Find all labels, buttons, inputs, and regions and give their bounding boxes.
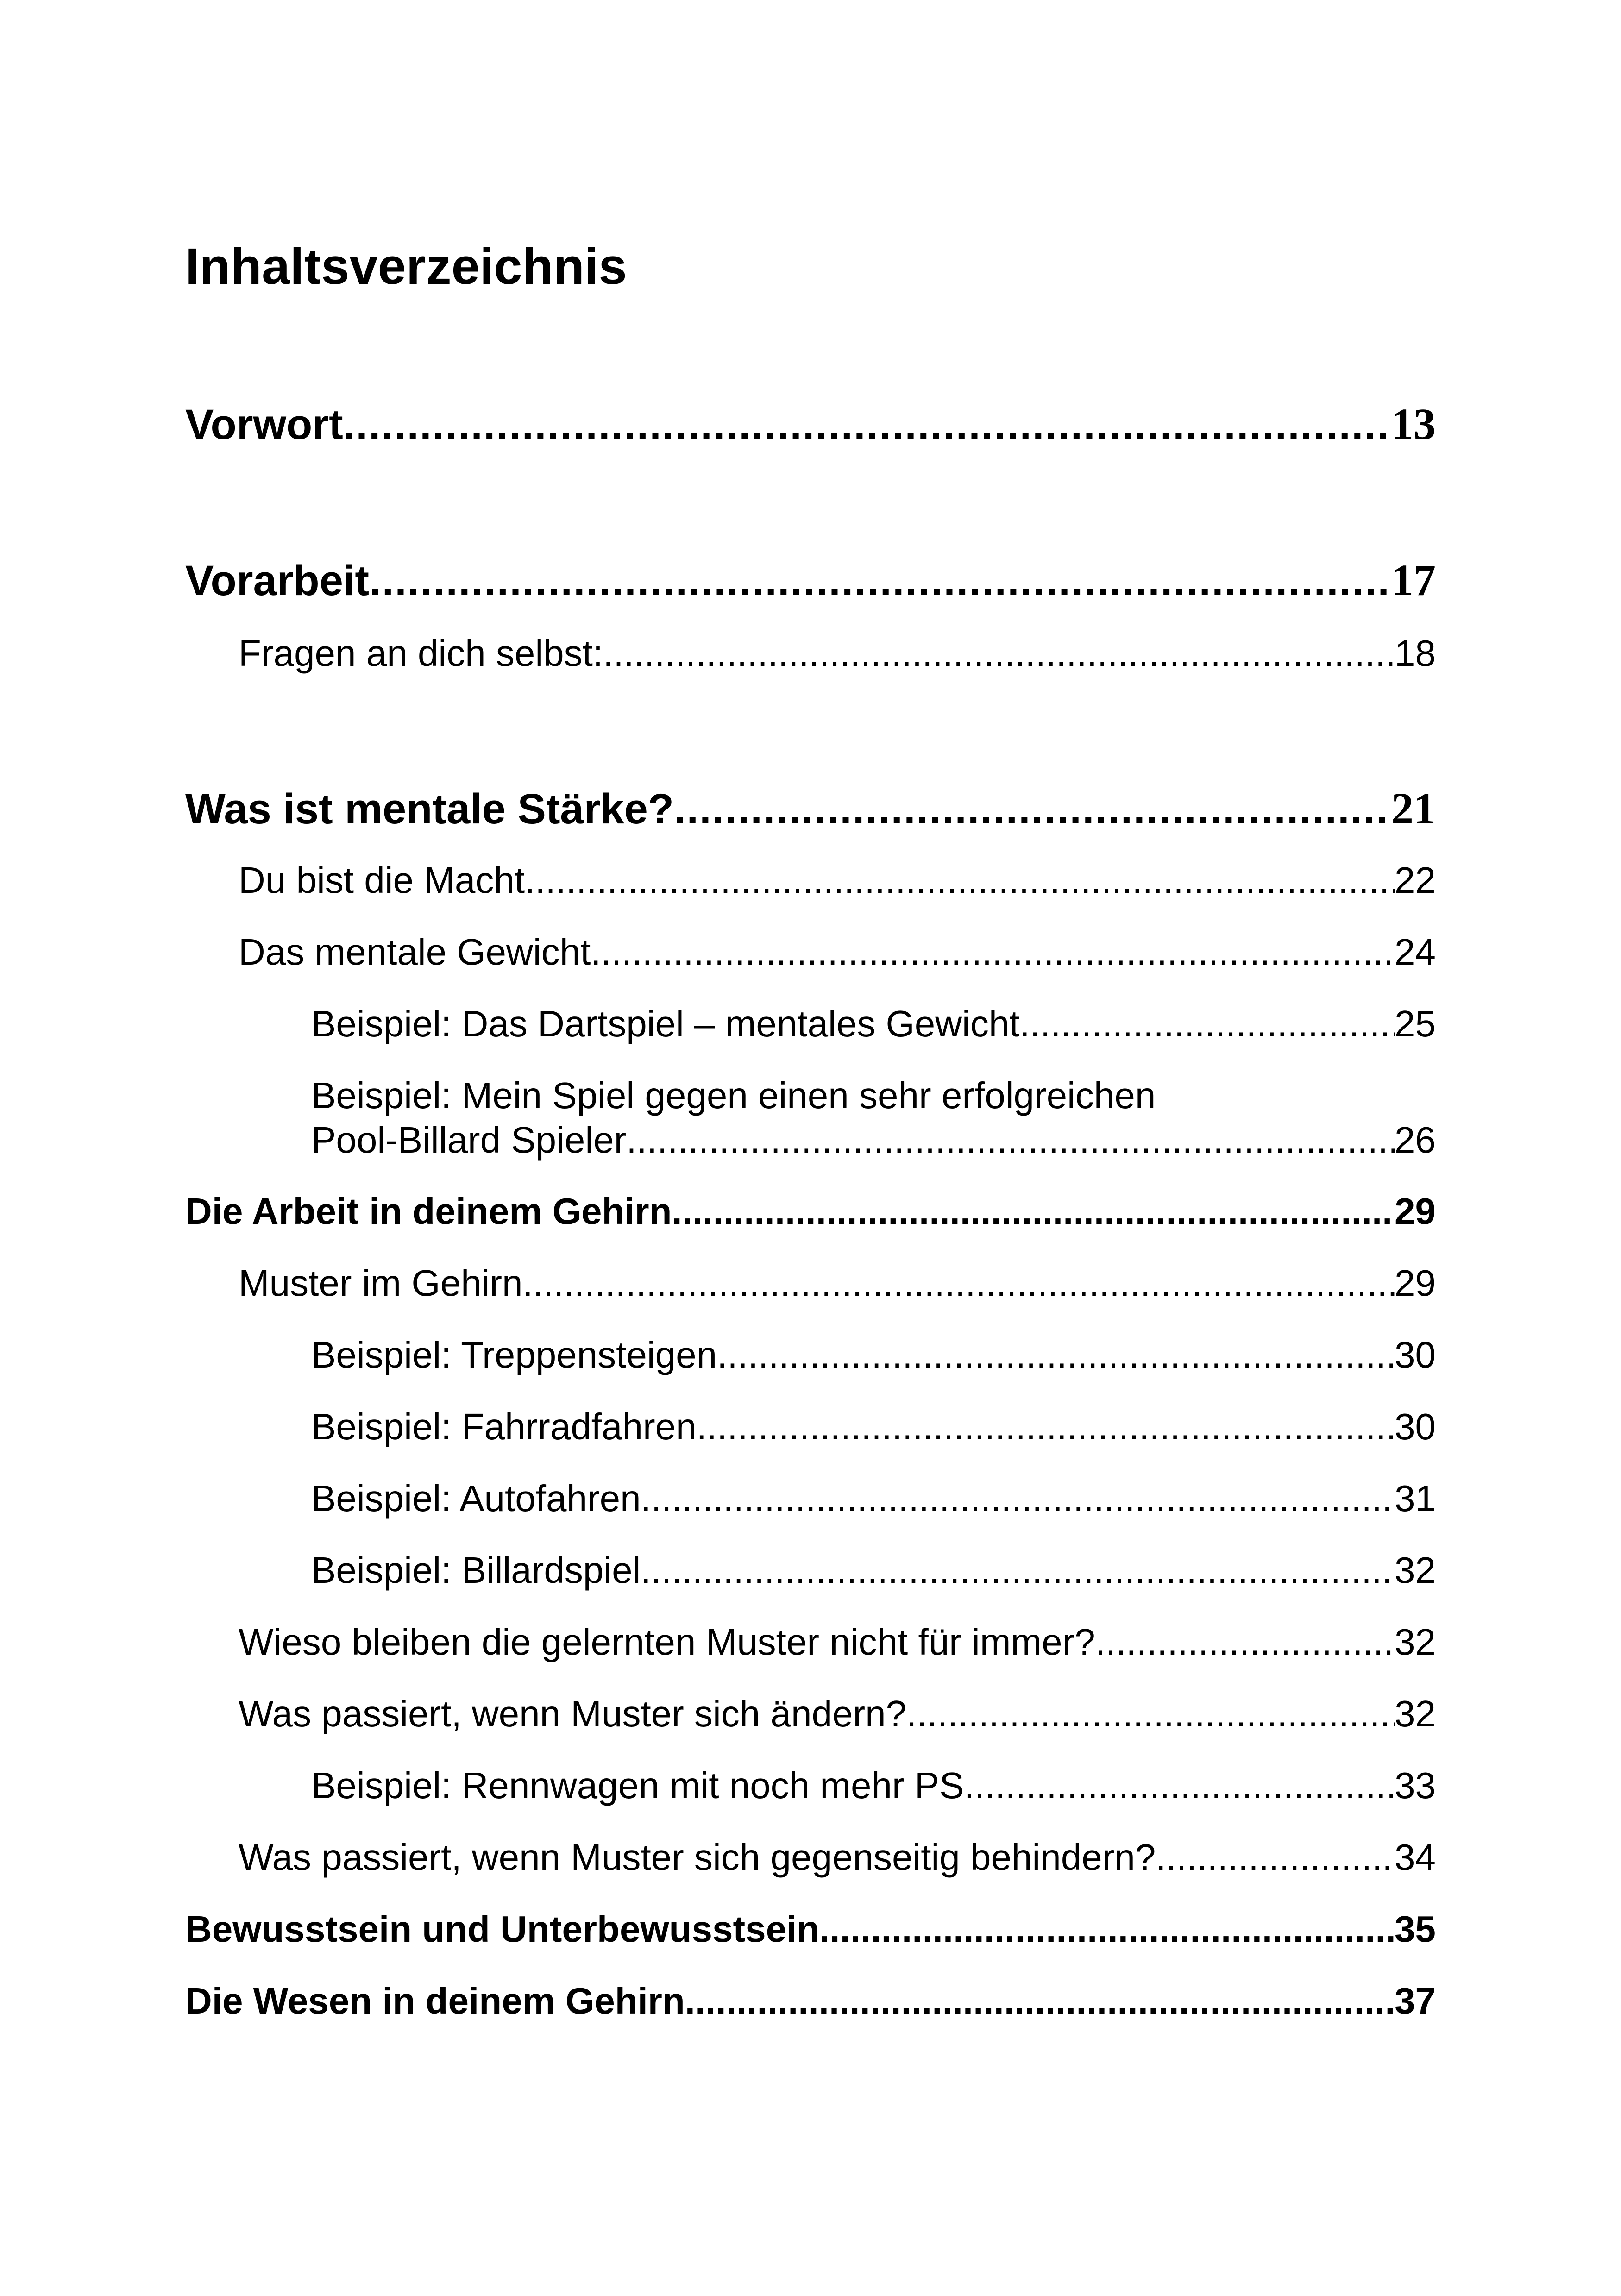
toc-entry-label: Beispiel: Rennwagen mit noch mehr PS [311, 1765, 964, 1806]
toc-entry-rennwagen[interactable] [311, 1764, 1436, 1807]
toc-leader [1156, 1836, 1395, 1879]
toc-page-number: 26 [1395, 1119, 1436, 1161]
toc-entry-muster-im-gehirn[interactable] [239, 1262, 1436, 1305]
toc-entry-autofahren[interactable] [311, 1477, 1436, 1520]
toc-leader [525, 859, 1395, 902]
toc-entry-label: Beispiel: Fahrradfahren [311, 1406, 697, 1447]
toc-leader [641, 1477, 1395, 1520]
toc-entry-fahrradfahren[interactable] [311, 1405, 1436, 1448]
toc-entry-muster-aendern[interactable] [239, 1693, 1436, 1735]
toc-entry-label: Die Wesen in deinem Gehirn [185, 1980, 685, 2021]
toc-entry-label: Vorarbeit [185, 557, 370, 604]
toc-entry-mentale-staerke[interactable] [185, 783, 1436, 834]
toc-page-number: 17 [1391, 555, 1436, 605]
toc-leader [626, 1118, 1395, 1162]
toc-leader [591, 931, 1395, 973]
toc-page-number: 29 [1395, 1191, 1436, 1232]
toc-entry-du-bist-die-macht[interactable] [239, 859, 1436, 902]
toc-entry-label: Beispiel: Billardspiel [311, 1549, 641, 1591]
toc-leader [1095, 1621, 1395, 1663]
toc-leader [522, 1262, 1395, 1305]
toc-entry-label: Das mentale Gewicht [239, 931, 591, 972]
toc-page-number: 32 [1395, 1621, 1436, 1662]
toc-entry-label: Fragen an dich selbst: [239, 633, 603, 674]
toc-page-number: 13 [1391, 399, 1436, 449]
toc-entry-dartspiel[interactable] [311, 1003, 1436, 1045]
toc-entry-line2 [311, 1118, 1436, 1162]
toc-leader [964, 1764, 1395, 1807]
toc-page-number: 30 [1395, 1406, 1436, 1447]
toc-entry-wesen-gehirn[interactable] [185, 1980, 1436, 2022]
toc-entry-arbeit-gehirn[interactable] [185, 1190, 1436, 1233]
toc-entry-mentale-gewicht[interactable] [239, 931, 1436, 973]
toc-entry-label-line1: Beispiel: Mein Spiel gegen einen sehr erfolgreichen [311, 1075, 1156, 1116]
toc-leader [343, 401, 1391, 449]
toc-leader [906, 1693, 1395, 1735]
toc-entry-label: Beispiel: Treppensteigen [311, 1334, 717, 1375]
toc-entry-billardspiel[interactable] [311, 1549, 1436, 1592]
toc-entry-label: Du bist die Macht [239, 859, 525, 901]
toc-entry-label: Beispiel: Autofahren [311, 1478, 641, 1519]
toc-page-number: 33 [1395, 1765, 1436, 1806]
toc-entry-label: Vorwort [185, 401, 343, 448]
toc-leader [1020, 1003, 1395, 1045]
toc-leader [641, 1549, 1395, 1592]
toc-entry-label: Was passiert, wenn Muster sich ändern? [239, 1693, 907, 1734]
toc-entry-vorarbeit[interactable] [185, 554, 1436, 606]
toc-page-number: 34 [1395, 1837, 1436, 1878]
toc-entry-label: Muster im Gehirn [239, 1262, 523, 1304]
toc-page-number: 18 [1395, 633, 1436, 674]
toc-entry-pool-billard[interactable] [311, 1073, 1436, 1162]
toc-page-number: 32 [1395, 1549, 1436, 1591]
toc-page-number: 24 [1395, 931, 1436, 972]
toc-page-number: 25 [1395, 1003, 1436, 1044]
toc-entry-label: Die Arbeit in deinem Gehirn [185, 1191, 672, 1232]
toc-page-number: 32 [1395, 1693, 1436, 1734]
toc-entry-label: Wieso bleiben die gelernten Muster nicht für immer? [239, 1621, 1095, 1662]
toc-page-number: 35 [1395, 1908, 1436, 1950]
toc-page-number: 22 [1395, 859, 1436, 901]
toc-entry-bewusstsein[interactable] [185, 1908, 1436, 1951]
toc-leader [697, 1405, 1395, 1448]
toc-page-number: 37 [1395, 1980, 1436, 2021]
toc-leader [685, 1980, 1395, 2022]
toc-entry-muster-behindern[interactable] [239, 1836, 1436, 1879]
toc-entry-label: Was ist mentale Stärke? [185, 785, 674, 833]
toc-entry-label: Bewusstsein und Unterbewusstsein [185, 1908, 820, 1950]
toc-page-number: 31 [1395, 1478, 1436, 1519]
toc-leader [819, 1908, 1395, 1951]
toc-entry-fragen[interactable] [239, 632, 1436, 675]
toc-leader [717, 1334, 1395, 1376]
toc-entry-vorwort[interactable] [185, 398, 1436, 450]
toc-page-number: 29 [1395, 1262, 1436, 1304]
toc-entry-label-line2: Pool-Billard Spieler [311, 1119, 627, 1161]
toc-entry-treppensteigen[interactable] [311, 1334, 1436, 1376]
toc-leader [672, 1190, 1395, 1233]
toc-leader [369, 557, 1391, 605]
toc-entry-wieso-bleiben[interactable] [239, 1621, 1436, 1663]
toc-page-number: 30 [1395, 1334, 1436, 1375]
page-title: Inhaltsverzeichnis [185, 238, 627, 295]
toc-page-number: 21 [1391, 784, 1436, 833]
toc-leader [674, 785, 1391, 834]
toc-entry-label: Beispiel: Das Dartspiel – mentales Gewicht [311, 1003, 1020, 1044]
toc-entry-label: Was passiert, wenn Muster sich gegenseitig behindern? [239, 1837, 1156, 1878]
toc-leader [603, 632, 1395, 675]
